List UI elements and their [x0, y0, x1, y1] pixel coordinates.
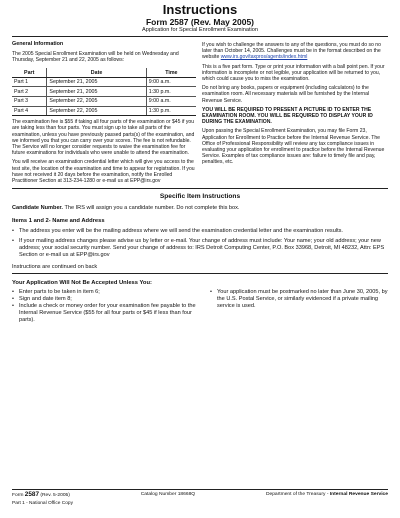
page-title: Instructions [162, 2, 238, 17]
bullet-icon: • [12, 295, 14, 302]
footer-revision: (Rev. 5-2005) [40, 493, 70, 498]
form-header [12, 0, 388, 34]
footer-irs-text: Internal Revenue Service [329, 492, 388, 497]
not-accepted-columns [12, 289, 388, 324]
schedule-header-date: Date [47, 68, 146, 77]
name-address-heading: Items 1 and 2- Name and Address [12, 218, 105, 225]
schedule-cell: September 22, 2005 [47, 96, 146, 106]
not-accepted-left [12, 289, 196, 324]
schedule-cell: September 21, 2005 [47, 87, 146, 97]
footer-form-number: 2587 [24, 491, 39, 498]
schedule-header-time: Time [146, 68, 196, 77]
list-item [12, 238, 388, 259]
section-divider [12, 188, 388, 189]
table-row [12, 77, 196, 87]
general-columns [12, 39, 388, 184]
form-footer [12, 489, 388, 507]
footer-copy-label: Part 1 - National Office Copy [12, 501, 73, 506]
candidate-number-label: Candidate Number. [12, 205, 63, 212]
challenge-sentence: If you wish to challenge the answers to any of the questions, you must do so no later than October 14, 2005. Challenges must be in the format described on the website [202, 42, 381, 61]
table-row [12, 106, 196, 116]
footer-catalog-number: Catalog Number 18668Q [140, 492, 196, 497]
requirement-text: Enter parts to be taken in item 6; [19, 288, 100, 295]
exam-fee-text: The examination fee is $55 if taking all four parts of the examination or $45 if you are taking less than four parts. You must sign up to take all parts of the examination, unless you have previously passed parts(s) of the examination, and we informed you that you can carry over your scores. The fee is not refundable. The Service will no longer consider requests to waive the examination fee for future examinations for individuals who were unable to attend the examination. [12, 119, 195, 157]
general-info-heading: General Information [12, 41, 64, 47]
picture-id-notice: YOU WILL BE REQUIRED TO PRESENT A PICTURE ID TO ENTER THE EXAMINATION ROOM. YOU WILL BE REQUIRED TO DISPLAY YOUR ID DURING THE EXAMINATION. [202, 106, 373, 126]
footer-form-id [12, 492, 70, 499]
challenge-text [202, 42, 388, 61]
irs-website-link[interactable]: www.irs.gov/taxpros/agents/index.html [220, 54, 308, 61]
schedule-cell: Part 3 [12, 96, 47, 106]
general-right-column [202, 39, 388, 184]
postmark-text: Your application must be postmarked no later than June 30, 2005, by the U.S. Postal Service, or similarly evidenced if a private mailing service is used. [217, 288, 388, 309]
credential-letter-text: You will receive an examination credential letter which will give you access to the test site, the location of the examination and time to appear for registration. If you have not received it 20 days before the examination, notify the Enrolled Practitioner Section at 313-234-1280 or e-mail us at EPP@irs.gov [12, 159, 195, 184]
list-item [12, 303, 196, 324]
not-accepted-heading: Your Application Will Not Be Accepted Unless You: [12, 279, 152, 286]
schedule-cell: 1:30 p.m. [146, 87, 196, 97]
passing-exam-text: Upon passing the Special Enrollment Examination, you may file Form 23, Application for Enrollment to Practice before the Internal Revenue Service. The Office of Professional Responsibility will review any tax compliance issues in evaluating your application for enrollment to practice before the Internal Revenue Service. Examples of tax compliance issues are: failure to timely file and pay, penalties, etc. [202, 128, 385, 166]
continued-note: Instructions are continued on back [12, 264, 388, 273]
schedule-header-part: Part [12, 68, 47, 77]
requirement-text: Include a check or money order for your examination fee payable to the Internal Revenue Service ($55 for all four parts or $45 if less than four parts). [19, 302, 196, 323]
candidate-number-paragraph [12, 205, 388, 212]
list-item [12, 289, 196, 296]
table-row [12, 87, 196, 97]
requirement-text: Sign and date item 8; [19, 295, 72, 302]
form-number-line: Form 2587 (Rev. May 2005) [145, 17, 255, 27]
schedule-cell: 9:00 a.m. [146, 77, 196, 87]
schedule-cell: September 21, 2005 [47, 77, 146, 87]
list-item [210, 289, 388, 310]
schedule-cell: 1:30 p.m. [146, 106, 196, 116]
footer-form-word: Form [12, 493, 24, 498]
bullet-icon: • [210, 288, 212, 295]
exam-schedule-table [12, 68, 196, 116]
five-part-form-text: This is a five part form. Type or print your information with a ball point pen. If your information is incomplete or not legible, your application will be returned to you, which could cause you to miss the examination. [202, 63, 385, 83]
bullet-icon: • [12, 288, 14, 295]
general-left-column [12, 39, 196, 184]
form-subtitle: Application for Special Enrollment Examination [142, 27, 258, 33]
list-item [12, 228, 388, 235]
list-item [12, 296, 196, 303]
header-divider [12, 36, 388, 37]
candidate-number-text: The IRS will assign you a candidate number. Do not complete this box. [64, 205, 240, 212]
table-row [12, 96, 196, 106]
footer-row [12, 492, 388, 499]
schedule-cell: September 22, 2005 [47, 106, 146, 116]
schedule-cell: 9:00 a.m. [146, 96, 196, 106]
footer-dept-text: Department of the Treasury - [265, 492, 329, 497]
not-accepted-right [210, 289, 388, 324]
bullet-icon: • [12, 302, 14, 309]
specific-instructions-heading: Specific Item Instructions [159, 193, 241, 201]
exam-intro-text: The 2005 Special Enrollment Examination will be held on Wednesday and Thursday, September 21 and 22, 2005 as follows: [12, 51, 179, 64]
bullet-icon: • [12, 228, 14, 235]
no-books-text: Do not bring any books, papers or equipment (including calculators) to the examination room. All necessary materials will be furnished by the Internal Revenue Service. [202, 85, 370, 104]
bullet-icon: • [12, 238, 14, 245]
address-change-bullet-text: If your mailing address changes please advise us by letter or e-mail. Your change of address must include: Your name; your old address; your new address; your social security number. Send your change of address to: IRS Detroit Computing Center, P.O. Box 33968, Detroit, MI 48232, Attn: EPS Section or e-mail us at EPP@irs.gov [19, 238, 385, 259]
schedule-cell: Part 2 [12, 87, 47, 97]
footer-department [266, 492, 388, 499]
schedule-cell: Part 4 [12, 106, 47, 116]
schedule-cell: Part 1 [12, 77, 47, 87]
address-bullet-text: The address you enter will be the mailing address where we will send the examination credential letter and the examination results. [19, 228, 343, 235]
